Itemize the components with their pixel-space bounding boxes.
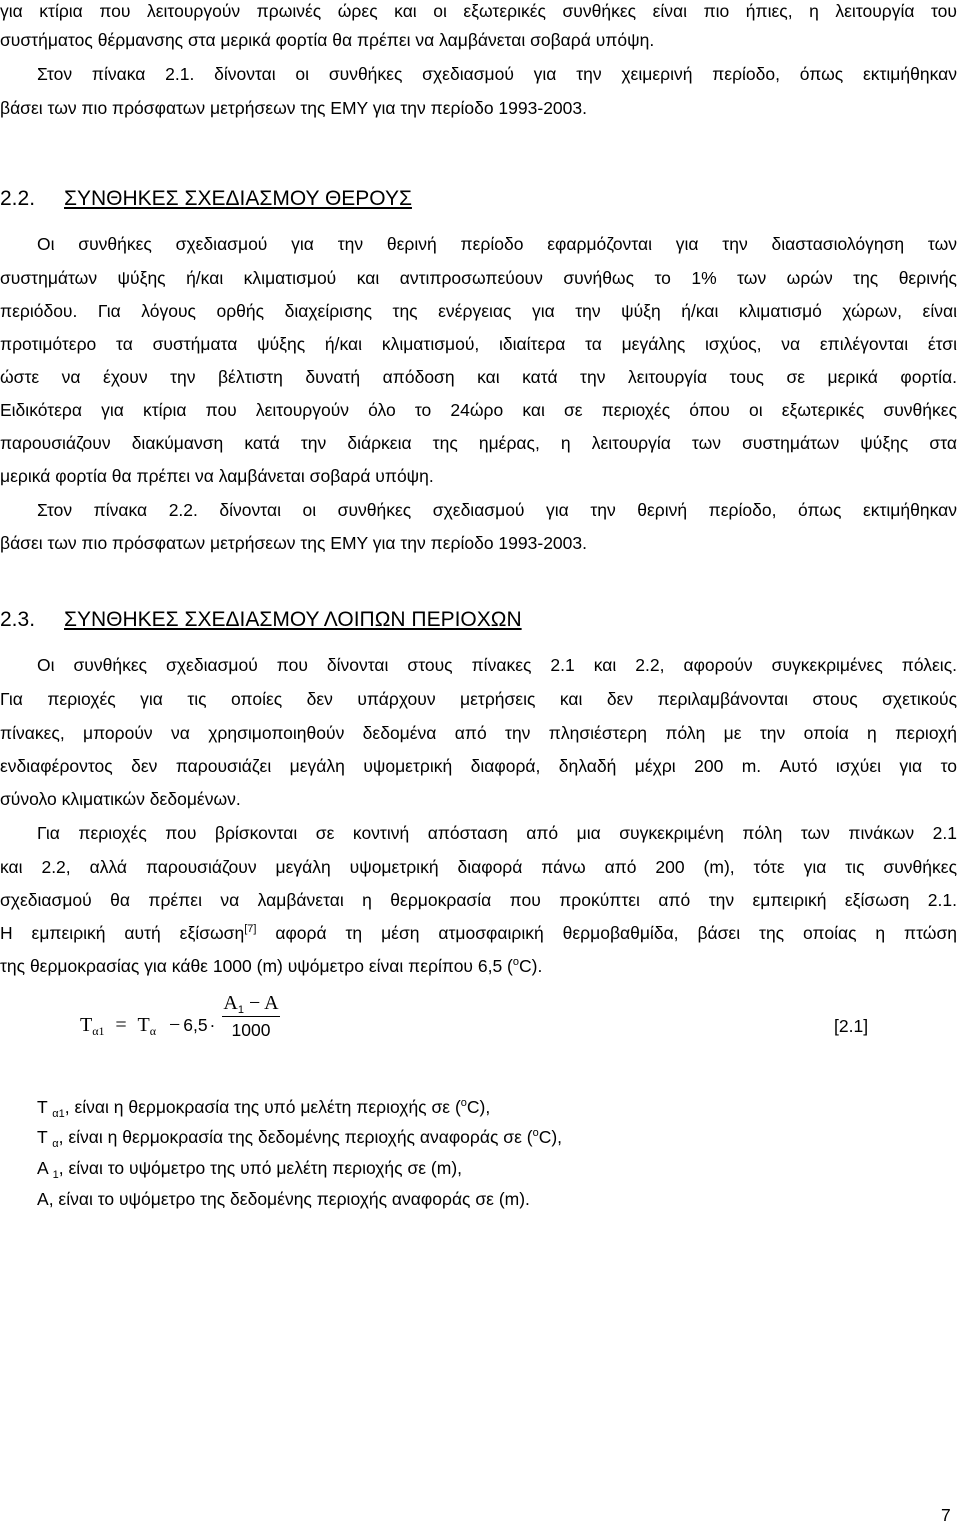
degree-superscript: o xyxy=(512,956,520,968)
paragraph-line: Για περιοχές που βρίσκονται σε κοντινή απόσταση από μια συγκεκριμένη πόλη των πινάκων 2.1 xyxy=(37,823,957,843)
paragraph-line: συστημάτων ψύξης ή/και κλιματισμού και αντιπροσωπεύουν συνήθως το 1% των ωρών της θερινής xyxy=(0,268,957,288)
paragraph-line: Η εμπειρική αυτή εξίσωση[7] αφορά τη μέση ατμοσφαιρική θερμοβαθμίδα, βάσει της οποίας η πτώση xyxy=(0,923,957,943)
equation-fraction xyxy=(222,992,280,1041)
paragraph-line: Οι συνθήκες σχεδιασμού που δίνονται στους πίνακες 2.1 και 2.2, αφορούν συγκεκριμένες πόλεις. xyxy=(37,655,957,675)
equation-lhs: $T_{\alpha 1} = T_\alpha - 6,5$ · xyxy=(80,1014,216,1038)
paragraph-line: προτιμότερο τα συστήματα ψύξης ή/και κλιματισμού, ιδιαίτερα τα μεγάλης ισχύος, να επιλέγονται έτσι xyxy=(0,334,957,354)
definition-line: A, είναι το υψόμετρο της δεδομένης περιοχής αναφοράς σε (m). xyxy=(37,1189,530,1209)
paragraph-line: μερικά φορτία θα πρέπει να λαμβάνεται σοβαρά υπόψη. xyxy=(0,466,434,486)
heading-number: 2.2. xyxy=(0,187,36,210)
paragraph-line: της θερμοκρασίας για κάθε 1000 (m) υψόμετρο είναι περίπου 6,5 ($^o$C). xyxy=(0,956,543,976)
paragraph-line: βάσει των πιο πρόσφατων μετρήσεων της ΕΜΥ για την περίοδο 1993-2003. xyxy=(0,533,587,553)
paragraph-line: παρουσιάζουν διακύμανση κατά την διάρκεια της ημέρας, η λειτουργία των συστημάτων ψύξης στα xyxy=(0,433,957,453)
reference-superscript: [7] xyxy=(244,923,257,935)
paragraph-line: Για περιοχές για τις οποίες δεν υπάρχουν μετρήσεις και δεν περιλαμβάνονται στους σχετικούς xyxy=(0,689,957,709)
paragraph-line: για κτίρια που λειτουργούν πρωινές ώρες και οι εξωτερικές συνθήκες είναι πιο ήπιες, η λειτουργία του xyxy=(0,1,957,21)
paragraph-line: και 2.2, αλλά παρουσιάζουν μεγάλη υψομετρική διαφορά πάνω από 200 (m), τότε για τις συνθήκες xyxy=(0,857,957,877)
heading-title: ΣΥΝΘΗΚΕΣ ΣΧΕΔΙΑΣΜΟΥ ΛΟΙΠΩΝ ΠΕΡΙΟΧΩΝ xyxy=(64,608,522,631)
paragraph-line: Ειδικότερα για κτίρια που λειτουργούν όλο το 24ώρο και σε περιοχές όπου οι εξωτερικές συνθήκες xyxy=(0,400,957,420)
definition-line: A $_1$, είναι το υψόμετρο της υπό μελέτη περιοχής σε (m), xyxy=(37,1158,463,1181)
definition-line: T $_{\alpha 1}$, είναι η θερμοκρασία της υπό μελέτη περιοχής σε ($^o$C), xyxy=(37,1097,491,1120)
equation-label: [2.1] xyxy=(834,1016,869,1036)
fraction-bar xyxy=(222,1016,280,1017)
fraction-denominator: 1000 xyxy=(231,1020,271,1040)
paragraph-line: σχεδιασμού θα πρέπει να λαμβάνεται η θερμοκρασία που προκύπτει από την εμπειρική εξίσωση 2.1. xyxy=(0,890,957,910)
paragraph-line: Στον πίνακα 2.1. δίνονται οι συνθήκες σχεδιασμού για την χειμερινή περίοδο, όπως εκτιμήθηκαν xyxy=(37,64,957,84)
paragraph-line: Οι συνθήκες σχεδιασμού για την θερινή περίοδο εφαρμόζονται για την διαστασιολόγηση των xyxy=(37,234,957,254)
section-heading-2-3 xyxy=(0,607,522,633)
paragraph-line: σύνολο κλιματικών δεδομένων. xyxy=(0,789,241,809)
paragraph-line: περιόδου. Για λόγους ορθής διαχείρισης της ενέργειας για την ψύξη ή/και κλιματισμό χώρων, είναι xyxy=(0,301,957,321)
page-number: 7 xyxy=(941,1505,951,1525)
fraction-numerator: $A_1 - A$ xyxy=(223,992,279,1016)
definition-line: T $_\alpha$, είναι η θερμοκρασία της δεδομένης περιοχής αναφοράς σε ($^o$C), xyxy=(37,1127,563,1150)
heading-title: ΣΥΝΘΗΚΕΣ ΣΧΕΔΙΑΣΜΟΥ ΘΕΡΟΥΣ xyxy=(64,187,412,210)
paragraph-line: πίνακες, μπορούν να χρησιμοποιηθούν δεδομένα από την πλησιέστερη πόλη με την οποία η περιοχή xyxy=(0,723,957,743)
paragraph-line: συστήματος θέρμανσης στα μερικά φορτία θα πρέπει να λαμβάνεται σοβαρά υπόψη. xyxy=(0,30,655,50)
section-heading-2-2 xyxy=(0,186,412,212)
paragraph-line: βάσει των πιο πρόσφατων μετρήσεων της ΕΜΥ για την περίοδο 1993-2003. xyxy=(0,98,587,118)
paragraph-line: ενδιαφέροντος δεν παρουσιάζει μεγάλη υψομετρική διαφορά, δηλαδή μέχρι 200 m. Αυτό ισχύει για το xyxy=(0,756,957,776)
paragraph-line: Στον πίνακα 2.2. δίνονται οι συνθήκες σχεδιασμού για την θερινή περίοδο, όπως εκτιμήθηκαν xyxy=(37,500,957,520)
paragraph-line: ώστε να έχουν την βέλτιστη δυνατή απόδοση και κατά την λειτουργία τους σε μερικά φορτία. xyxy=(0,367,957,387)
heading-number: 2.3. xyxy=(0,608,36,631)
